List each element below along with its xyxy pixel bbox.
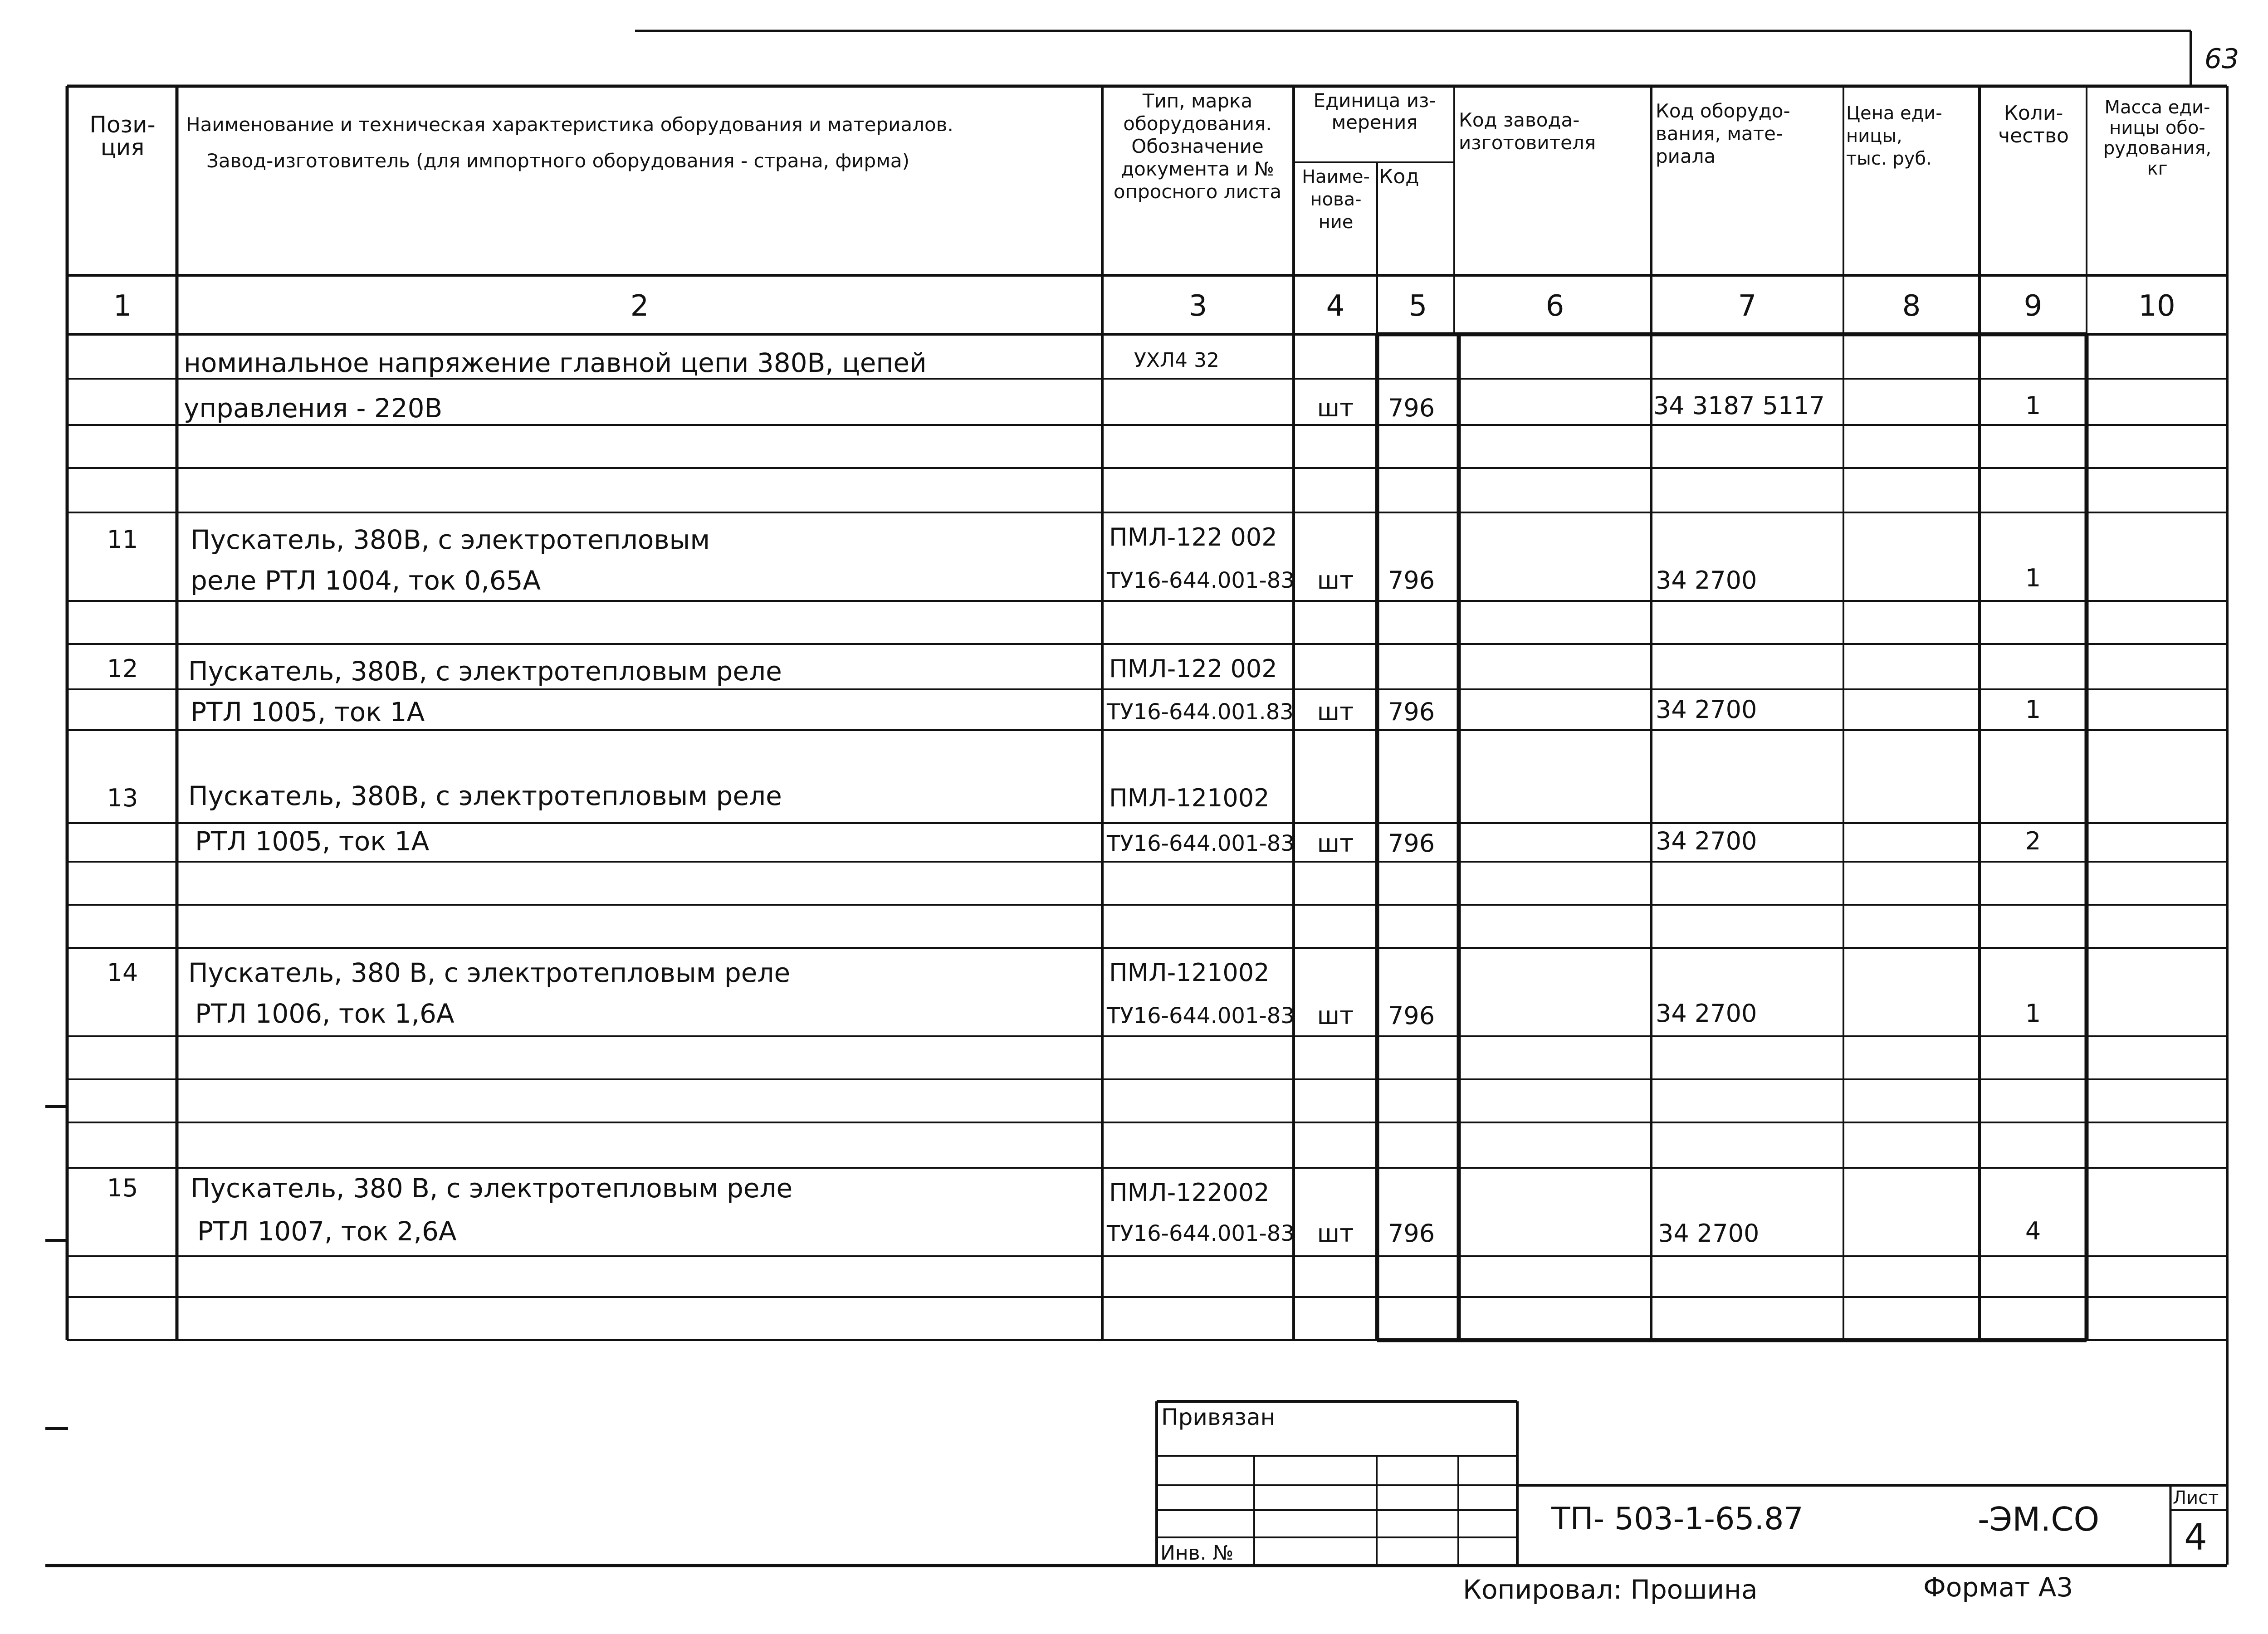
row-name: реле РТЛ 1004, ток 0,65А [191,565,541,596]
colnum-9: 9 [2024,289,2043,323]
row-qty: 1 [2025,391,2041,420]
row-name: Пускатель, 380В, с электротепловым [191,524,710,555]
header-unit: Единица из- мерения [1313,89,1436,133]
row-name: номинальное напряжение главной цепи 380В, цепей [184,347,927,378]
colnum-7: 7 [1738,289,1757,323]
header-plant-code: Код завода- изготовителя [1459,109,1596,154]
row-unit: шт [1317,1219,1354,1248]
row-position: 13 [107,784,138,812]
row-code: 796 [1388,566,1435,595]
row-material: 34 2700 [1658,1219,1760,1248]
row-unit: шт [1317,829,1354,858]
row-name: Пускатель, 380В, с электротепловым реле [188,780,782,811]
linked-label: Привязан [1161,1404,1276,1430]
row-type: ПМЛ-122 002 [1109,654,1277,683]
row-type: ПМЛ-121002 [1109,958,1270,987]
header-mass: Масса еди- ницы обо- рудования, кг [2103,97,2212,179]
row-type: УХЛ4 32 [1134,349,1220,372]
colnum-4: 4 [1326,289,1345,323]
row-position: 14 [107,958,138,987]
row-unit: шт [1317,394,1354,422]
row-name: Пускатель, 380 В, с электротепловым реле [191,1173,793,1204]
row-position: 12 [107,654,138,683]
row-qty: 4 [2025,1217,2041,1245]
row-type: ТУ16-644.001.83 [1107,699,1294,725]
title-block [1157,1401,2227,1566]
row-material: 34 2700 [1656,566,1757,595]
row-material: 34 2700 [1656,827,1757,855]
colnum-5: 5 [1408,289,1427,323]
row-name: Пускатель, 380 В, с электротепловым реле [188,957,791,988]
row-type: ТУ16-644.001-83 [1107,1003,1295,1029]
document-suffix: -ЭМ.СО [1978,1500,2100,1538]
header-material-code: Код оборудо- вания, мате- риала [1656,100,1790,167]
row-name: управления - 220В [184,393,443,424]
row-qty: 1 [2025,695,2041,724]
header-unit-name: Наиме- нова- ние [1302,166,1370,233]
row-type: ПМЛ-121002 [1109,784,1270,812]
row-name: РТЛ 1006, ток 1,6А [195,998,455,1029]
row-unit: шт [1317,1001,1354,1030]
row-qty: 1 [2025,564,2041,592]
colnum-1: 1 [113,289,132,323]
header-quantity: Коли- чество [1998,102,2069,147]
header-name-line1: Наименование и техническая характеристика оборудования и материалов. [186,113,953,136]
row-unit: шт [1317,566,1354,595]
header-price: Цена еди- ницы, тыс. руб. [1846,103,1942,169]
row-material: 34 2700 [1656,695,1757,724]
sheet-label: Лист [2173,1488,2219,1508]
row-name: РТЛ 1005, ток 1А [191,697,425,727]
paper-format: Формат А3 [1923,1572,2073,1603]
row-type: ТУ16-644.001-83 [1107,831,1295,856]
row-code: 796 [1388,697,1435,726]
sheet-number: 4 [2184,1516,2207,1558]
row-position: 11 [107,525,138,554]
header-position: Пози- ция [89,112,156,161]
row-type: ПМЛ-122 002 [1109,523,1277,551]
row-name: РТЛ 1005, ток 1А [195,826,430,857]
page-number: 63 [2204,43,2239,75]
document-code: ТП- 503-1-65.87 [1551,1501,1804,1537]
row-qty: 1 [2025,999,2041,1028]
row-code: 796 [1388,829,1435,858]
row-name: РТЛ 1007, ток 2,6А [197,1216,457,1247]
colnum-10: 10 [2138,289,2175,323]
row-material: 34 3187 5117 [1653,391,1825,420]
row-code: 796 [1388,394,1435,422]
header-type: Тип, марка оборудования. Обозначение документа и № опросного листа [1113,90,1282,203]
row-type: ПМЛ-122002 [1109,1178,1270,1207]
colnum-3: 3 [1188,289,1207,323]
colnum-6: 6 [1545,289,1564,323]
row-material: 34 2700 [1656,999,1757,1028]
row-type: ТУ16-644.001-83 [1107,1221,1295,1246]
header-unit-code: Код [1379,165,1419,188]
row-name: Пускатель, 380В, с электротепловым реле [188,656,782,687]
row-type: ТУ16-644.001-83 [1107,568,1295,593]
colnum-8: 8 [1902,289,1921,323]
header-name-line2: Завод-изготовитель (для импортного оборудования - страна, фирма) [206,150,910,172]
row-code: 796 [1388,1001,1435,1030]
row-qty: 2 [2025,827,2041,855]
row-position: 15 [107,1174,138,1202]
row-code: 796 [1388,1219,1435,1248]
colnum-2: 2 [630,289,649,323]
row-unit: шт [1317,697,1354,726]
copied-by: Копировал: Прошина [1463,1574,1758,1605]
inventory-number-label: Инв. № [1160,1541,1234,1565]
